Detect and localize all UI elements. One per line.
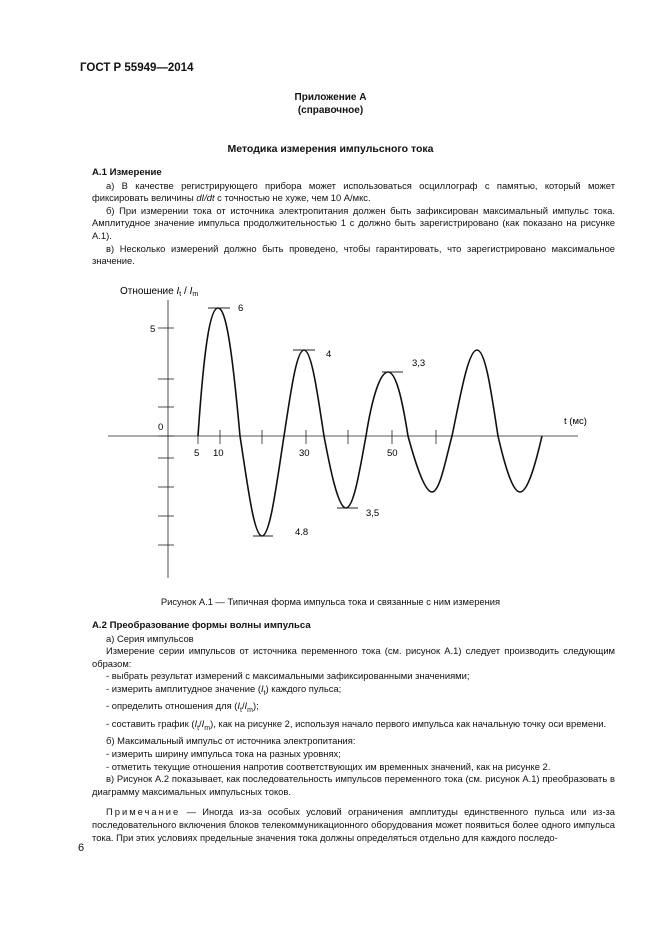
x-tick-label-5: 5 — [194, 448, 200, 459]
peak-label-3-3: 3,3 — [412, 358, 426, 369]
x-tick-label-10: 10 — [213, 448, 224, 459]
pulse-waveform — [198, 308, 542, 536]
y-tick-label-5: 5 — [150, 324, 156, 335]
para-series: Измерение серии импульсов от источника переменного тока (см. рисунок А.1) следует производить следующим образом: — [92, 645, 615, 669]
bullet-4: - составить график $(I_t/I_m)$, как на рисунке 2, используя начало первого импульса как начальную точку оси времени. — [106, 717, 607, 732]
x-tick-label-30: 30 — [299, 448, 310, 459]
para-b: б) При измерении тока от источника электропитания должен быть зафиксирован максимальный импульс тока. Амплитудное значение импульса продолжительностью 1 с должно быть зарегистрировано (как показано на рисунке А.1). — [92, 204, 615, 241]
main-title: Методика измерения импульсного тока — [227, 143, 434, 155]
sub-c: в) Рисунок А.2 показывает, как последовательность импульсов переменного тока (см. рисунок А.1) преобразовать в диаграмму максимальных импульсных токов. — [92, 773, 615, 797]
appendix-title: Приложение А — [294, 92, 367, 103]
bullet-3: - определить отношения для $(I_t/I_m)$; — [106, 700, 259, 715]
bullet-5: - измерить ширину импульса тока на разных уровнях; — [106, 747, 341, 759]
document-id: ГОСТ Р 55949—2014 — [80, 62, 194, 74]
sub-a: а) Серия импульсов — [106, 632, 194, 644]
x-axis-label: t (мс) — [564, 416, 587, 427]
figure-a1-chart — [90, 278, 590, 588]
peak-label-6: 6 — [238, 303, 244, 314]
bullet-1: - выбрать результат измерений с максимальными зафиксированными значениями; — [106, 670, 470, 682]
peak-label-4-8: 4.8 — [295, 527, 309, 538]
section-a1-heading: А.1 Измерение — [92, 167, 162, 178]
chart-ylabel: Отношение $I_t / I_m$ — [120, 286, 199, 298]
origin-label: 0 — [158, 422, 164, 433]
y-ticks — [158, 328, 174, 545]
x-ticks — [198, 430, 436, 444]
di-dt-symbol: dI/dt — [196, 192, 215, 204]
sub-b: б) Максимальный импульс от источника электропитания: — [106, 735, 356, 747]
para-c: в) Несколько измерений должно быть проведено, чтобы гарантировать, что зарегистрировано максимальное значение. — [92, 242, 615, 267]
figure-caption: Рисунок А.1 — Типичная форма импульса тока и связанные с ним измерения — [160, 596, 501, 607]
section-a1 — [92, 167, 615, 268]
x-tick-label-50: 50 — [387, 448, 398, 459]
peak-label-4: 4 — [326, 349, 332, 360]
bullet-6: - отметить текущие отношения напротив соответствующих им временных значений, как на рисунке 2. — [106, 760, 551, 772]
note: Примечание — Иногда из-за особых условий ограничения амплитуды единственного пульса или из-за последовательного включения блоков телекоммуникационного оборудования может появиться более одного импульса тока. При этих условиях предельные значения тока должны определяться отдельно для каждого последо- — [92, 806, 615, 843]
section-a2-heading: А.2 Преобразование формы волны импульса — [92, 620, 311, 631]
para-a: а) В качестве регистрирующего прибора может использоваться осциллограф с памятью, который может фиксировать величины dI/dt с точностью не хуже, чем 10 А/мкс. — [92, 179, 615, 204]
appendix-subtitle: (справочное) — [297, 105, 364, 116]
peak-label-3-5: 3,5 — [366, 508, 380, 519]
note-label: Примечание — [106, 806, 181, 818]
section-a2 — [92, 620, 615, 844]
page-number: 6 — [78, 842, 85, 854]
bullet-2: - измерить амплитудное значение $(I_t)$ каждого пульса; — [106, 682, 342, 697]
